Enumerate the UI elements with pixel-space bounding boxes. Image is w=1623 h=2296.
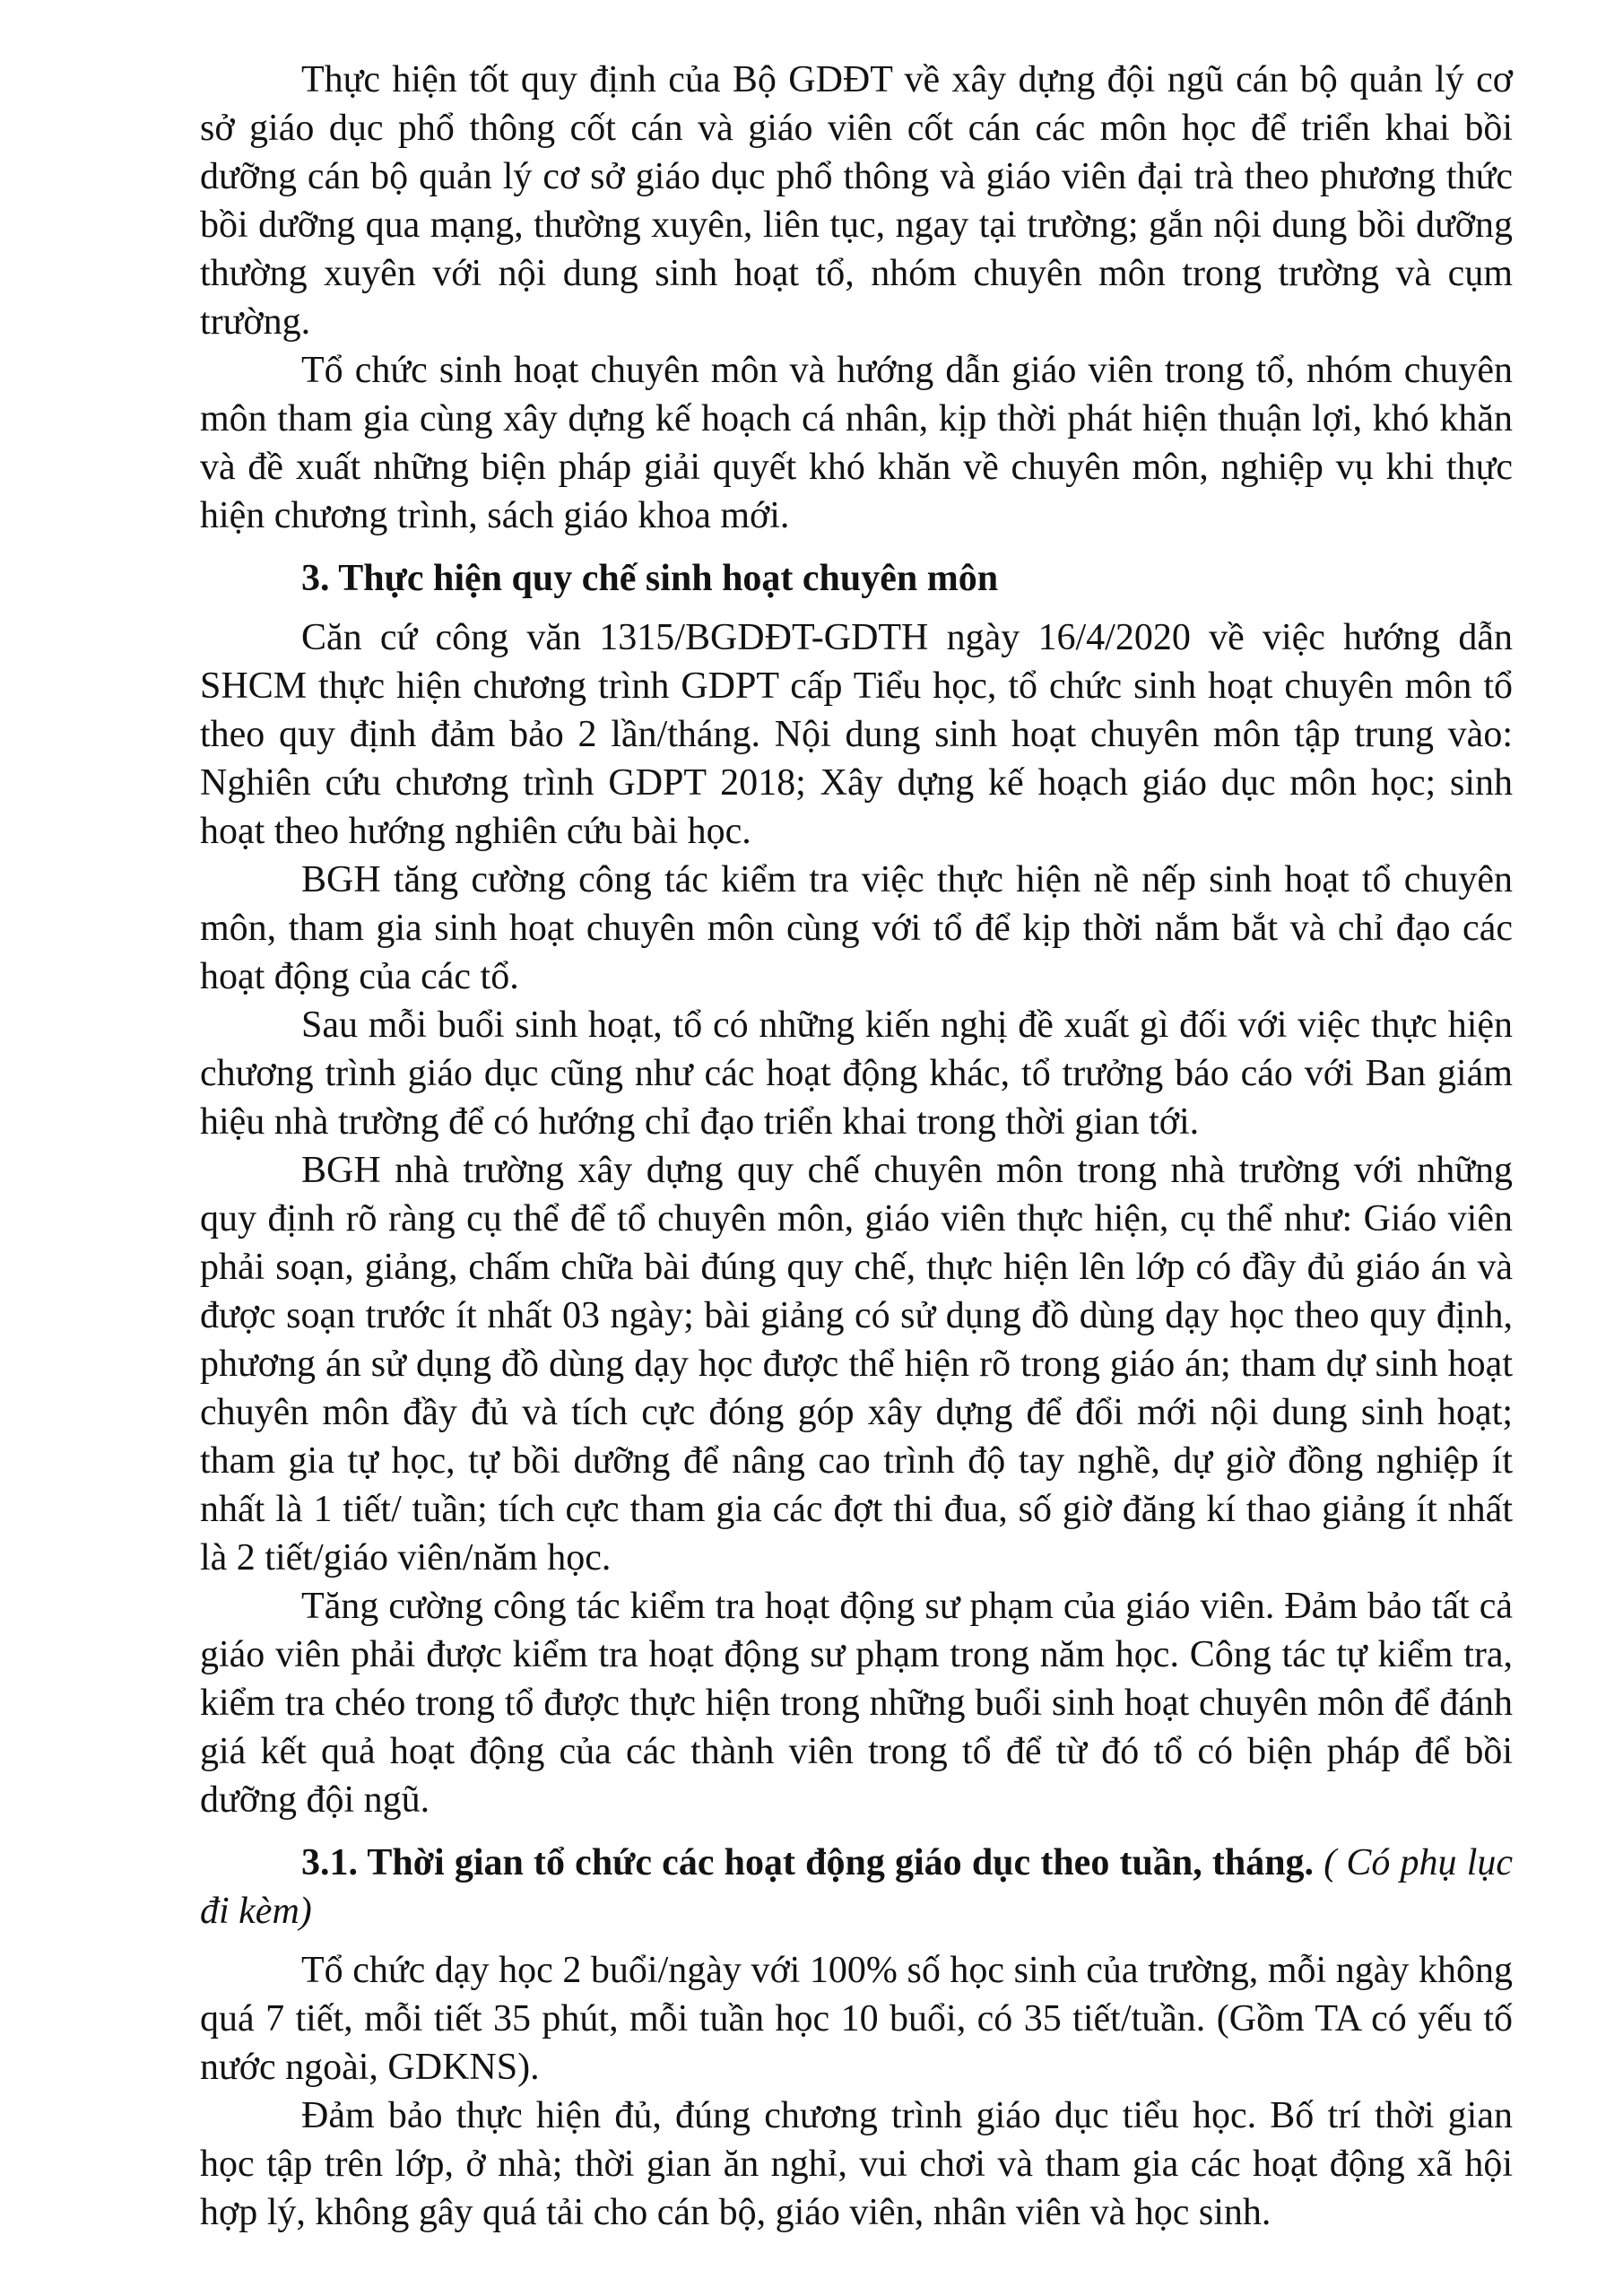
heading-3-1-italic-note: ( Có phụ lục đi kèm) bbox=[200, 1842, 1514, 1932]
paragraph-curriculum-balance: Đảm bảo thực hiện đủ, đúng chương trình giáo dục tiểu học. Bố trí thời gian học tập trên lớp, ở nhà; thời gian ăn nghỉ, vui chơi và tham gia các hoạt động xã hội hợp lý, không gây quá tải cho cán bộ, giáo viên, nhân viên và học sinh. bbox=[200, 2095, 1513, 2233]
paragraph-pedagogy-inspection: Tăng cường công tác kiểm tra hoạt động sư phạm của giáo viên. Đảm bảo tất cả giáo viên phải được kiểm tra hoạt động sư phạm trong năm học. Công tác tự kiểm tra, kiểm tra chéo trong tổ được thực hiện trong những buổi sinh hoạt chuyên môn để đánh giá kết quả hoạt động của các thành viên trong tổ để từ đó tổ có biện pháp để bồi dưỡng đội ngũ. bbox=[200, 1586, 1513, 1821]
section-heading-3: 3. Thực hiện quy chế sinh hoạt chuyên môn bbox=[301, 558, 999, 599]
paragraph-meeting-feedback: Sau mỗi buổi sinh hoạt, tổ có những kiến nghị đề xuất gì đối với việc thực hiện chương trình giáo dục cũng như các hoạt động khác, tổ trưởng báo cáo với Ban giám hiệu nhà trường để có hướng chỉ đạo triển khai trong thời gian tới. bbox=[200, 1004, 1513, 1143]
section-heading-3-1 bbox=[200, 1839, 1513, 1935]
paragraph-professional-activity-guidance: Tổ chức sinh hoạt chuyên môn và hướng dẫn giáo viên trong tổ, nhóm chuyên môn tham gia cùng xây dựng kế hoạch cá nhân, kịp thời phát hiện thuận lợi, khó khăn và đề xuất những biện pháp giải quyết khó khăn về chuyên môn, nghiệp vụ khi thực hiện chương trình, sách giáo khoa mới. bbox=[200, 350, 1513, 536]
paragraph-circular-1315: Căn cứ công văn 1315/BGDĐT-GDTH ngày 16/4/2020 về việc hướng dẫn SHCM thực hiện chương trình GDPT cấp Tiểu học, tổ chức sinh hoạt chuyên môn tổ theo quy định đảm bảo 2 lần/tháng. Nội dung sinh hoạt chuyên môn tập trung vào: Nghiên cứu chương trình GDPT 2018; Xây dựng kế hoạch giáo dục môn học; sinh hoạt theo hướng nghiên cứu bài học. bbox=[200, 617, 1513, 852]
paragraph-professional-rules: BGH nhà trường xây dựng quy chế chuyên môn trong nhà trường với những quy định rõ ràng cụ thể để tổ chuyên môn, giáo viên thực hiện, cụ thể như: Giáo viên phải soạn, giảng, chấm chữa bài đúng quy chế, thực hiện lên lớp có đầy đủ giáo án và được soạn trước ít nhất 03 ngày; bài giảng có sử dụng đồ dùng dạy học theo quy định, phương án sử dụng đồ dùng dạy học được thể hiện rõ trong giáo án; tham dự sinh hoạt chuyên môn đầy đủ và tích cực đóng góp xây dựng để đổi mới nội dung sinh hoạt; tham gia tự học, tự bồi dưỡng để nâng cao trình độ tay nghề, dự giờ đồng nghiệp ít nhất là 1 tiết/ tuần; tích cực tham gia các đợt thi đua, số giờ đăng kí thao giảng ít nhất là 2 tiết/giáo viên/năm học. bbox=[200, 1150, 1513, 1578]
paragraph-two-sessions-per-day: Tổ chức dạy học 2 buổi/ngày với 100% số học sinh của trường, mỗi ngày không quá 7 tiết, mỗi tiết 35 phút, mỗi tuần học 10 buổi, có 35 tiết/tuần. (Gồm TA có yếu tố nước ngoài, GDKNS). bbox=[200, 1950, 1513, 2088]
paragraph-bgh-inspection: BGH tăng cường công tác kiểm tra việc thực hiện nề nếp sinh hoạt tổ chuyên môn, tham gia sinh hoạt chuyên môn cùng với tổ để kịp thời nắm bắt và chỉ đạo các hoạt động của các tổ. bbox=[200, 859, 1513, 997]
paragraph-training-regulation: Thực hiện tốt quy định của Bộ GDĐT về xây dựng đội ngũ cán bộ quản lý cơ sở giáo dục phổ thông cốt cán và giáo viên cốt cán các môn học để triển khai bồi dưỡng cán bộ quản lý cơ sở giáo dục phổ thông và giáo viên đại trà theo phương thức bồi dưỡng qua mạng, thường xuyên, liên tục, ngay tại trường; gắn nội dung bồi dưỡng thường xuyên với nội dung sinh hoạt tổ, nhóm chuyên môn trong trường và cụm trường. bbox=[200, 59, 1513, 343]
heading-3-1-bold-text: 3.1. Thời gian tổ chức các hoạt động giáo dục theo tuần, tháng. bbox=[301, 1842, 1315, 1883]
